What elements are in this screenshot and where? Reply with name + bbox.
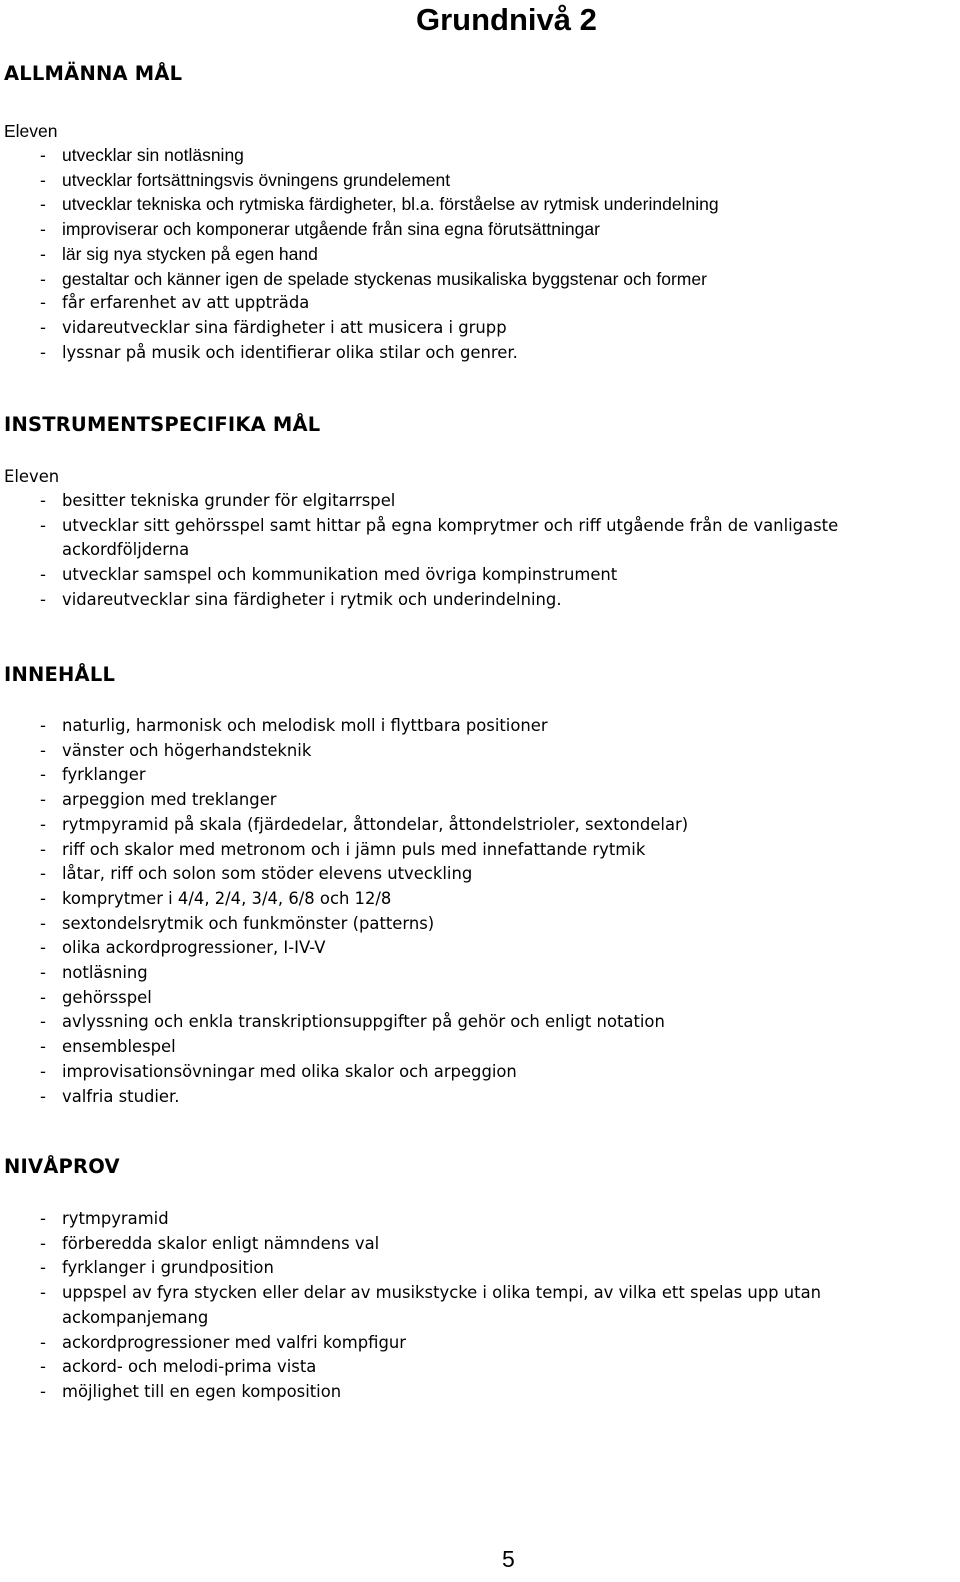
list-item: - fyrklanger i grundposition [40, 1256, 958, 1281]
list-allmanna-mal [40, 143, 719, 365]
list-item: - sextondelsrytmik och funkmönster (patterns) [40, 912, 688, 937]
list-item: - besitter tekniska grunder för elgitarrspel [40, 489, 958, 514]
section-intro-allmanna-mal: Eleven [4, 121, 58, 141]
list-item: - notläsning [40, 961, 688, 986]
list-item: - vidareutvecklar sina färdigheter i att musicera i grupp [40, 316, 719, 341]
list-item: - lyssnar på musik och identifierar olika stilar och genrer. [40, 341, 719, 366]
list-item: - lär sig nya stycken på egen hand [40, 242, 719, 267]
list-item: - rytmpyramid på skala (fjärdedelar, åttondelar, åttondelstrioler, sextondelar) [40, 813, 688, 838]
section-heading-innehall: INNEHÅLL [4, 663, 116, 686]
list-item: - utvecklar tekniska och rytmiska färdigheter, bl.a. förståelse av rytmisk underindelning [40, 192, 719, 217]
list-item: - improvisationsövningar med olika skalor och arpeggion [40, 1060, 688, 1085]
section-heading-instrumentspecifika-mal: INSTRUMENTSPECIFIKA MÅL [4, 413, 321, 436]
list-item: - ensemblespel [40, 1035, 688, 1060]
section-heading-nivaprov: NIVÅPROV [4, 1155, 120, 1178]
list-item: - låtar, riff och solon som stöder elevens utveckling [40, 862, 688, 887]
list-item: - valfria studier. [40, 1085, 688, 1110]
section-heading-allmanna-mal: ALLMÄNNA MÅL [4, 62, 183, 85]
list-item: - olika ackordprogressioner, I-IV-V [40, 936, 688, 961]
section-intro-instrumentspecifika-mal: Eleven [4, 467, 60, 486]
list-innehall [40, 714, 688, 1109]
list-item: - utvecklar fortsättningsvis övningens grundelement [40, 168, 719, 193]
list-item: - gehörsspel [40, 986, 688, 1011]
list-item: - improviserar och komponerar utgående från sina egna förutsättningar [40, 217, 719, 242]
list-item: - naturlig, harmonisk och melodisk moll i flyttbara positioner [40, 714, 688, 739]
list-item: - utvecklar sitt gehörsspel samt hittar på egna komprytmer och riff utgående från de vanligaste ackordföljderna [40, 514, 958, 563]
page-title: Grundnivå 2 [416, 2, 597, 37]
list-item: - vänster och högerhandsteknik [40, 739, 688, 764]
list-item: - utvecklar sin notläsning [40, 143, 719, 168]
list-item: - komprytmer i 4/4, 2/4, 3/4, 6/8 och 12/8 [40, 887, 688, 912]
list-item: - rytmpyramid [40, 1207, 958, 1232]
list-item: - avlyssning och enkla transkriptionsuppgifter på gehör och enligt notation [40, 1010, 688, 1035]
list-item: - utvecklar samspel och kommunikation med övriga kompinstrument [40, 563, 958, 588]
list-nivaprov [40, 1207, 958, 1405]
list-item: - uppspel av fyra stycken eller delar av musikstycke i olika tempi, av vilka ett spelas upp utan ackompanjemang [40, 1281, 958, 1330]
list-item: - förberedda skalor enligt nämndens val [40, 1232, 958, 1257]
list-item: - riff och skalor med metronom och i jämn puls med innefattande rytmik [40, 838, 688, 863]
list-item: - arpeggion med treklanger [40, 788, 688, 813]
list-item: - gestaltar och känner igen de spelade styckenas musikaliska byggstenar och former [40, 267, 719, 292]
list-item: - fyrklanger [40, 763, 688, 788]
list-item: - ackordprogressioner med valfri kompfigur [40, 1331, 958, 1356]
page-number: 5 [502, 1546, 515, 1572]
list-item: - möjlighet till en egen komposition [40, 1380, 958, 1405]
list-instrumentspecifika-mal [40, 489, 958, 613]
list-item: - vidareutvecklar sina färdigheter i rytmik och underindelning. [40, 588, 958, 613]
list-item: - ackord- och melodi-prima vista [40, 1355, 958, 1380]
list-item: - får erfarenhet av att uppträda [40, 291, 719, 316]
